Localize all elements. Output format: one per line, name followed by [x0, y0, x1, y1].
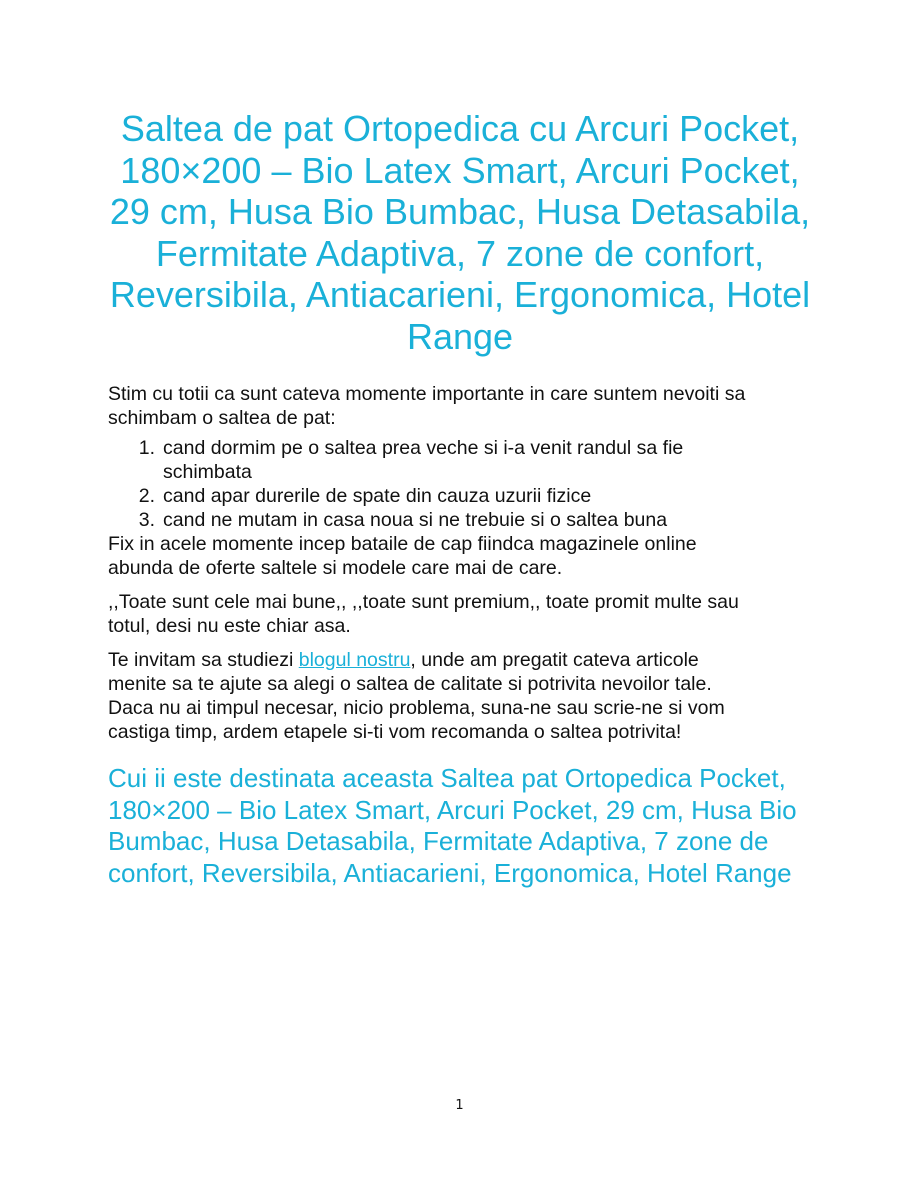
text: , unde am pregatit cateva articole	[410, 649, 699, 671]
numbered-list	[108, 436, 828, 532]
text-line: abunda de oferte saltele si modele care mai de care.	[108, 557, 563, 579]
text-line: Daca nu ai timpul necesar, nicio problema, suna-ne sau scrie-ne si vom	[108, 697, 725, 719]
text: Te invitam sa studiezi	[108, 649, 299, 671]
text-line: totul, desi nu este chiar asa.	[108, 615, 351, 637]
text-line: ,,Toate sunt cele mai bune,, ,,toate sunt premium,, toate promit multe sau	[108, 591, 739, 613]
text-line	[108, 648, 828, 672]
heading-line: confort, Reversibila, Antiacarieni, Ergonomica, Hotel Range	[108, 857, 792, 888]
page-number: 1	[455, 1098, 464, 1113]
title-line: 180×200 – Bio Latex Smart, Arcuri Pocket,	[120, 149, 800, 191]
heading-line: 180×200 – Bio Latex Smart, Arcuri Pocket, 29 cm, Husa Bio	[108, 794, 797, 825]
intro-paragraph	[108, 382, 828, 430]
title-line: Fermitate Adaptiva, 7 zone de confort,	[155, 232, 765, 274]
list-item	[108, 436, 828, 484]
blog-link[interactable]: blogul nostru	[298, 649, 411, 671]
invite-paragraph	[108, 648, 828, 744]
document-title	[90, 108, 830, 357]
list-item	[108, 484, 828, 508]
text-line: cand apar durerile de spate din cauza uzurii fizice	[163, 485, 592, 507]
list-number: 1.	[138, 437, 155, 459]
text-line: menite sa te ajute sa alegi o saltea de calitate si potrivita nevoilor tale.	[108, 673, 712, 695]
list-number: 2.	[138, 485, 155, 507]
title-line: Range	[406, 315, 514, 357]
text-line: cand dormim pe o saltea prea veche si i-a venit randul sa fie	[163, 437, 684, 459]
text-line: schimbam o saltea de pat:	[108, 407, 336, 429]
text-line: schimbata	[163, 461, 252, 483]
text-line: Fix in acele momente incep bataile de cap fiindca magazinele online	[108, 533, 697, 555]
heading-line: Bumbac, Husa Detasabila, Fermitate Adaptiva, 7 zone de	[108, 826, 769, 856]
text-line: cand ne mutam in casa noua si ne trebuie si o saltea buna	[163, 509, 668, 531]
document-body	[108, 382, 828, 754]
section-heading	[108, 763, 797, 889]
text-line: castiga timp, ardem etapele si-ti vom recomanda o saltea potrivita!	[108, 721, 682, 743]
text-line: Stim cu totii ca sunt cateva momente importante in care suntem nevoiti sa	[108, 383, 746, 405]
title-line: Saltea de pat Ortopedica cu Arcuri Pocket,	[120, 108, 800, 149]
list-item	[108, 508, 828, 532]
title-line: 29 cm, Husa Bio Bumbac, Husa Detasabila,	[109, 191, 811, 232]
fix-paragraph	[108, 532, 828, 580]
title-line: Reversibila, Antiacarieni, Ergonomica, Hotel	[109, 274, 811, 315]
list-number: 3.	[138, 509, 155, 531]
heading-line: Cui ii este destinata aceasta Saltea pat Ortopedica Pocket,	[108, 763, 786, 793]
quote-paragraph	[108, 590, 828, 638]
